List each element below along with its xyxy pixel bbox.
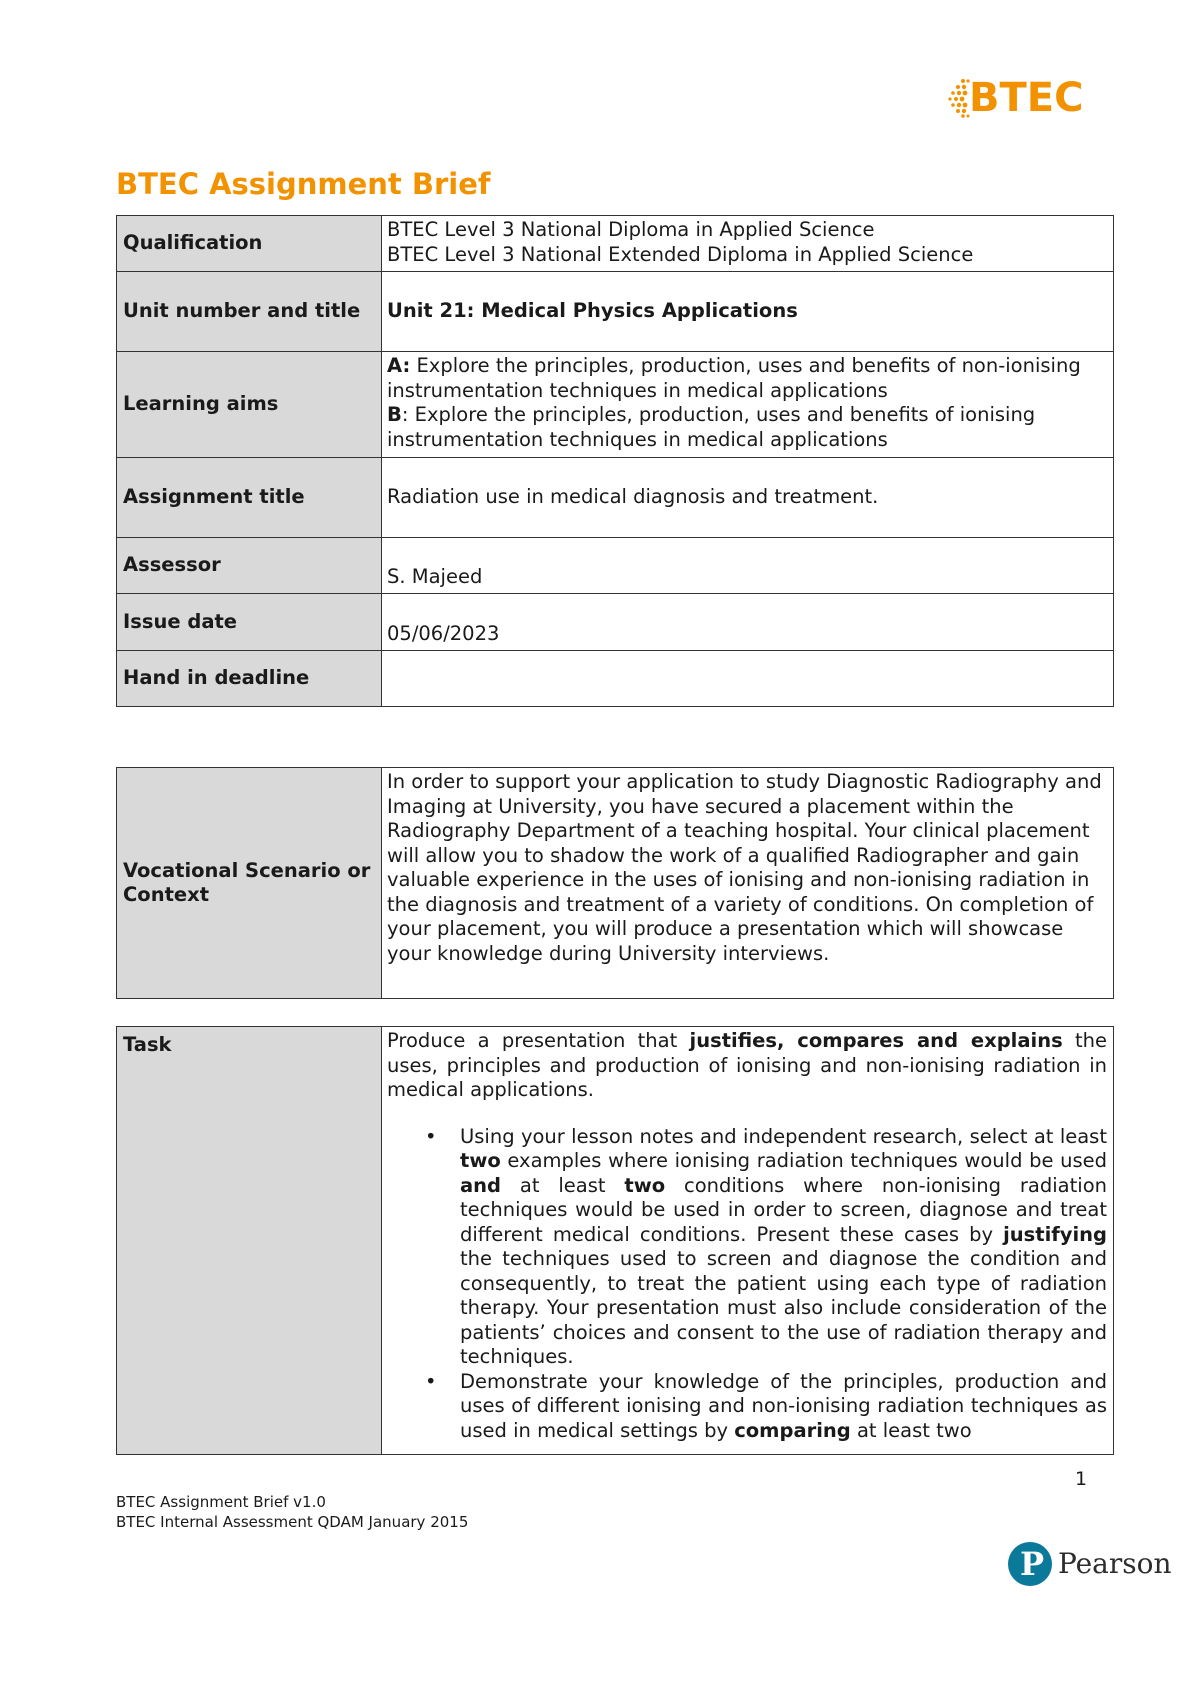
footer-qdam: BTEC Internal Assessment QDAM January 2015 [116,1513,469,1531]
task-bullet-2 [460,1370,1107,1444]
bullet1-text-d: at least [501,1173,625,1197]
bullet1-bold-3: two [624,1173,666,1197]
assignment-title-value: Radiation use in medical diagnosis and treatment. [382,458,1114,538]
assessor-label: Assessor [117,538,382,594]
page-number: 1 [1075,1468,1088,1490]
aim-b-text: : Explore the principles, production, uses and benefits of ionising instrumentation techniques in medical applications [387,403,1036,451]
scenario-label: Vocational Scenario or Context [117,768,382,999]
bullet2-text-a: Demonstrate your knowledge of the principles, production and uses of different ionising and non-ionising radiation techniques as used in medical settings by [460,1369,1107,1442]
task-row [117,1027,1114,1455]
footer-version: BTEC Assignment Brief v1.0 [116,1493,326,1511]
qualification-value [382,216,1114,272]
aim-a-prefix: A: [387,354,411,377]
issue-date-label: Issue date [117,594,382,651]
task-table [116,1026,1114,1455]
issue-date-row [117,594,1114,651]
task-bullet-1 [460,1125,1107,1370]
bullet1-bold-1: two [460,1149,501,1172]
task-bullet-list [387,1125,1107,1444]
task-intro-text-1: Produce a presentation that [387,1029,690,1052]
aim-a-text: Explore the principles, production, uses and benefits of non-ionising instrumentation techniques in medical applications [387,354,1081,402]
learning-aims-value [382,352,1114,458]
deadline-label: Hand in deadline [117,651,382,707]
unit-value: Unit 21: Medical Physics Applications [382,272,1114,352]
deadline-row [117,651,1114,707]
assignment-title-label: Assignment title [117,458,382,538]
qualification-line-2: BTEC Level 3 National Extended Diploma in Applied Science [387,242,974,266]
assignment-title-row [117,458,1114,538]
qualification-line-1: BTEC Level 3 National Diploma in Applied Science [387,218,875,241]
task-content [382,1027,1114,1455]
bullet2-bold: comparing [734,1418,851,1442]
btec-logo [945,72,1095,124]
pearson-mark-letter: P [1020,1545,1045,1583]
bullet1-text-c: examples where ionising radiation techniques would be used [500,1149,1107,1172]
aim-b-prefix: B [387,403,402,426]
bullet1-text-f: the techniques used to screen and diagnose the condition and consequently, to treat the patient using each type of radiation therapy. Your presentation must also include consideration of the patients’ choices and consent to the use of radiation therapy and techniques. [460,1247,1107,1368]
page-title: BTEC Assignment Brief [116,167,491,201]
learning-aims-label: Learning aims [117,352,382,458]
bullet1-bold-2: and [460,1173,501,1197]
pearson-logo-text: Pearson [1058,1547,1172,1580]
task-intro [387,1029,1107,1103]
unit-label: Unit number and title [117,272,382,352]
qualification-row [117,216,1114,272]
issue-date-value: 05/06/2023 [382,594,1114,651]
assessor-value: S. Majeed [382,538,1114,594]
pearson-mark-icon [1008,1542,1052,1586]
bullet1-text-e: conditions where non-ionising radiation techniques would be used in order to screen, diagnose and treat different medical conditions. Present these cases by [460,1173,1107,1246]
task-intro-bold: justifies, compares and explains [689,1029,1063,1052]
scenario-table [116,767,1114,999]
bullet2-text-c: at least two [850,1418,972,1442]
deadline-value [382,651,1114,707]
task-label: Task [117,1027,382,1455]
qualification-label: Qualification [117,216,382,272]
btec-logo-text: BTEC [969,75,1084,121]
scenario-row [117,768,1114,999]
aim-a [387,354,1108,403]
unit-row [117,272,1114,352]
btec-dots-icon [945,78,971,118]
pearson-logo [1008,1540,1178,1596]
scenario-text: In order to support your application to study Diagnostic Radiography and Imaging at University, you have secured a placement within the Radiography Department of a teaching hospital. Your clinical placement will allow you to shadow the work of a qualified Radiographer and gain valuable experience in the uses of ionising and non-ionising radiation in the diagnosis and treatment of a variety of conditions. On completion of your placement, you will produce a presentation which will showcase your knowledge during University interviews. [382,768,1114,999]
assessor-row [117,538,1114,594]
learning-aims-row [117,352,1114,458]
aim-b [387,403,1108,452]
task-intro-text-2: the uses, principles and production of ionising and non-ionising radiation in medical applications. [387,1029,1107,1101]
assignment-info-table [116,215,1114,707]
bullet1-text-a: Using your lesson notes and independent research, select at least [460,1124,1107,1148]
bullet1-bold-4: justifying [1003,1222,1107,1246]
